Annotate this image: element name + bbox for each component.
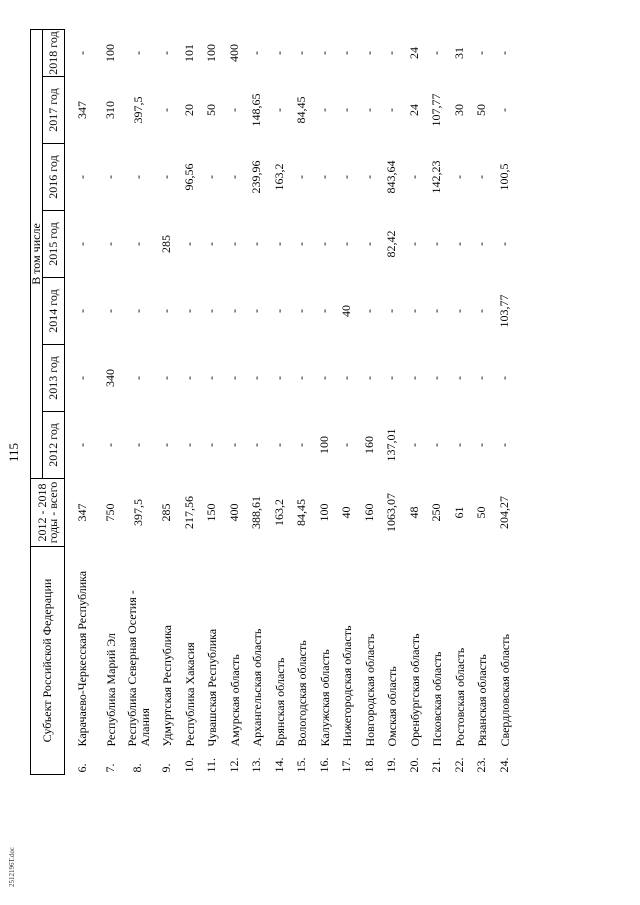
year-value-cell: - [74,51,89,55]
year-value-cell: - [204,242,219,246]
year-value-cell: - [474,309,489,313]
table-row [65,30,100,775]
year-value-cell: - [316,108,331,112]
row-number: 9. [159,763,174,773]
table-row [156,30,179,775]
subject-name: Омская область [385,666,399,747]
header-including: В том числе [31,30,43,479]
year-value-cell: - [294,309,309,313]
year-value-cell: 239,96 [249,160,264,194]
subject-name: Новгородская область [362,633,377,747]
row-number: 24. [496,757,511,773]
year-value-cell: - [384,376,399,380]
year-value-cell: 100 [316,436,331,454]
subject-name: Республика Хакасия [182,642,197,747]
year-value-cell: - [159,443,174,447]
year-value-cell: - [496,376,511,380]
subject-name: Вологодская область [295,640,309,747]
total-cell: 50 [474,506,489,519]
year-value-cell: 100,5 [496,163,511,191]
subject-cell [403,547,426,775]
table-row [99,30,122,775]
year-value-cell: - [474,242,489,246]
header-year: 2012 год [43,412,65,479]
year-value-cell: 31 [451,47,466,59]
subject-name: Оренбургская область [407,633,422,747]
year-value-cell: - [361,376,376,380]
row-number: 17. [339,757,354,773]
year-value-cell: - [384,108,399,112]
year-value-cell: - [204,376,219,380]
header-subject: Субъект Российской Федерации [31,547,65,775]
year-value-cell: - [429,242,444,246]
year-value-cell: - [451,443,466,447]
year-value-cell: - [249,376,264,380]
year-value-cell: - [294,242,309,246]
year-value-cell: - [406,309,421,313]
year-value-cell: 20 [181,104,196,116]
year-value-cell: 50 [204,104,219,116]
year-value-cell: 82,42 [384,230,399,258]
year-value-cell: - [102,309,117,313]
subject-cell [156,547,179,775]
subject-name: Ростовская область [452,647,467,747]
subject-cell [471,547,494,775]
year-value-cell: - [339,51,354,55]
year-value-cell: - [339,376,354,380]
year-value-cell: - [429,443,444,447]
year-value-cell: - [361,51,376,55]
subject-cell [223,547,246,775]
row-number: 15. [294,757,309,773]
year-value-cell: - [474,51,489,55]
year-value-cell: - [451,175,466,179]
year-value-cell: - [271,376,286,380]
table-row [178,30,201,775]
subject-cell [201,547,224,775]
year-value-cell: - [226,175,241,179]
year-value-cell: - [271,242,286,246]
table-row [471,30,494,775]
year-value-cell: - [271,309,286,313]
total-cell: 217,56 [181,496,196,529]
row-number: 21. [429,757,444,773]
year-value-cell: 285 [159,235,174,253]
total-cell: 250 [429,503,444,522]
table-row [268,30,291,775]
row-number: 19. [384,757,399,773]
total-cell: 1063,07 [384,493,399,532]
table-row [403,30,426,775]
year-value-cell: - [181,309,196,313]
year-value-cell: 96,56 [181,163,196,191]
subject-cell [448,547,471,775]
year-value-cell: - [339,175,354,179]
header-year: 2013 год [43,345,65,412]
year-value-cell: - [102,242,117,246]
year-value-cell: - [496,51,511,55]
table-row [313,30,336,775]
year-value-cell: - [429,51,444,55]
year-value-cell: - [226,376,241,380]
total-cell: 163,2 [271,499,286,526]
subject-name: Псковская область [430,651,444,747]
year-value-cell: 843,64 [384,160,399,194]
subject-name: Рязанская область [475,654,489,747]
year-value-cell: - [451,242,466,246]
subject-cell [336,547,359,775]
year-value-cell: 310 [102,101,117,119]
year-value-cell: 107,77 [429,93,444,127]
year-value-cell: - [339,242,354,246]
table-row [493,30,516,775]
header-year: 2016 год [43,144,65,211]
year-value-cell: - [271,108,286,112]
subject-name: Удмуртская Республика [160,625,174,747]
year-value-cell: - [429,309,444,313]
year-value-cell: 160 [361,436,376,454]
year-value-cell: - [102,443,117,447]
year-value-cell: - [316,376,331,380]
year-value-cell: - [74,376,89,380]
year-value-cell: 137,01 [384,428,399,462]
year-value-cell: 24 [406,104,421,116]
year-value-cell: - [181,242,196,246]
row-number: 6. [74,763,89,773]
year-value-cell: - [74,309,89,313]
year-value-cell: - [474,443,489,447]
data-table [30,29,516,775]
year-value-cell: - [204,175,219,179]
year-value-cell: 400 [226,44,241,62]
subject-name: Карачаево-Черкесская Республика [75,570,90,747]
year-value-cell: - [204,309,219,313]
year-value-cell: - [131,51,145,55]
total-cell: 347 [74,503,89,522]
total-cell: 204,27 [496,496,511,529]
row-number: 12. [226,757,241,773]
subject-name: Нижегородская область [340,625,354,747]
year-value-cell: 100 [204,44,219,62]
row-number: 14. [271,757,286,773]
table-row [426,30,449,775]
year-value-cell: - [74,175,89,179]
year-value-cell: 40 [339,305,354,317]
year-value-cell: 103,77 [496,294,511,328]
year-value-cell: - [159,108,174,112]
table-row [381,30,404,775]
year-value-cell: - [249,51,264,55]
total-cell: 61 [451,506,466,519]
year-value-cell: 100 [102,44,117,62]
subject-name: Брянская область [272,657,287,747]
year-value-cell: - [131,242,145,246]
table-row [291,30,314,775]
subject-cell [268,547,291,775]
subject-cell [426,547,449,775]
row-number: 11. [204,757,219,773]
year-value-cell: - [249,443,264,447]
year-value-cell: - [451,376,466,380]
header-year: 2014 год [43,278,65,345]
year-value-cell: - [294,175,309,179]
header-total: 2012 - 2018 годы - всего [31,479,65,547]
total-cell: 388,61 [249,496,264,529]
table-row [246,30,269,775]
year-value-cell: - [181,443,196,447]
subject-cell [65,547,100,775]
year-value-cell: 340 [102,369,117,387]
year-value-cell: - [406,443,421,447]
total-cell: 100 [316,503,331,522]
subject-cell [246,547,269,775]
year-value-cell: - [249,242,264,246]
year-value-cell: - [131,376,145,380]
year-value-cell: - [131,443,145,447]
subject-cell [313,547,336,775]
year-value-cell: - [159,175,174,179]
total-cell: 150 [204,503,219,522]
year-value-cell: - [496,108,511,112]
year-value-cell: 148,65 [249,93,264,127]
table-row [201,30,224,775]
year-value-cell: - [181,376,196,380]
table-row [223,30,246,775]
year-value-cell: - [384,309,399,313]
year-value-cell: - [159,51,174,55]
subject-cell [122,547,156,775]
subject-cell [291,547,314,775]
year-value-cell: 142,23 [429,160,444,194]
year-value-cell: 50 [474,104,489,116]
year-value-cell: - [249,309,264,313]
subject-name: Чувашская Республика [205,628,219,747]
row-number: 10. [181,757,196,773]
year-value-cell: 30 [451,104,466,116]
year-value-cell: - [496,242,511,246]
year-value-cell: - [361,242,376,246]
row-number: 22. [451,757,466,773]
subject-cell [99,547,122,775]
year-value-cell: - [316,242,331,246]
subject-cell [358,547,381,775]
row-number: 7. [102,763,117,773]
year-value-cell: - [131,175,145,179]
row-number: 20. [406,757,421,773]
year-value-cell: - [316,309,331,313]
year-value-cell: - [451,309,466,313]
subject-name: Республика Северная Осетия - Алания [124,590,152,747]
year-value-cell: - [384,51,399,55]
year-value-cell: 24 [406,47,421,59]
total-cell: 285 [159,503,174,522]
subject-name: Архангельская область [250,628,264,747]
year-value-cell: - [361,108,376,112]
total-cell: 397,5 [131,499,145,526]
subject-name: Калужская область [317,649,332,747]
total-cell: 48 [406,506,421,519]
table-row [358,30,381,775]
year-value-cell: - [226,108,241,112]
row-number: 23. [474,757,489,773]
year-value-cell: - [406,376,421,380]
footer-code: 2512196Т.doc [8,847,16,887]
year-value-cell: - [271,443,286,447]
year-value-cell: 347 [74,101,89,119]
year-value-cell: - [131,309,145,313]
subject-cell [381,547,404,775]
year-value-cell: - [316,175,331,179]
year-value-cell: - [294,376,309,380]
year-value-cell: - [339,443,354,447]
year-value-cell: - [159,376,174,380]
subject-name: Амурская область [227,654,242,747]
year-value-cell: - [474,175,489,179]
year-value-cell: 397,5 [131,96,145,124]
year-value-cell: - [316,51,331,55]
subject-name: Республика Марий Эл [103,632,118,747]
year-value-cell: - [226,242,241,246]
table-row [336,30,359,775]
total-cell: 750 [102,503,117,522]
year-value-cell: 101 [181,44,196,62]
year-value-cell: - [102,175,117,179]
year-value-cell: - [204,443,219,447]
table-row [448,30,471,775]
subject-name: Свердловская область [497,634,512,747]
year-value-cell: - [339,108,354,112]
row-number: 18. [361,757,376,773]
row-number: 16. [316,757,331,773]
header-year: 2017 год [43,77,65,144]
year-value-cell: - [294,51,309,55]
year-value-cell: - [159,309,174,313]
row-number: 8. [130,763,145,773]
year-value-cell: - [226,443,241,447]
year-value-cell: - [474,376,489,380]
table-row [122,30,156,775]
total-cell: 84,45 [294,499,309,526]
header-year: 2018 год [43,30,65,77]
total-cell: 40 [339,506,354,519]
year-value-cell: - [361,309,376,313]
subject-cell [493,547,516,775]
total-cell: 160 [361,503,376,522]
year-value-cell: - [74,242,89,246]
year-value-cell: - [271,51,286,55]
year-value-cell: 163,2 [271,163,286,191]
year-value-cell: - [74,443,89,447]
year-value-cell: - [361,175,376,179]
year-value-cell: - [496,443,511,447]
year-value-cell: - [406,175,421,179]
total-cell: 400 [226,503,241,522]
subject-cell [178,547,201,775]
year-value-cell: - [294,443,309,447]
year-value-cell: 84,45 [294,96,309,124]
year-value-cell: - [429,376,444,380]
header-year: 2015 год [43,211,65,278]
year-value-cell: - [406,242,421,246]
row-number: 13. [249,757,264,773]
year-value-cell: - [226,309,241,313]
page-number: 115 [6,442,21,463]
